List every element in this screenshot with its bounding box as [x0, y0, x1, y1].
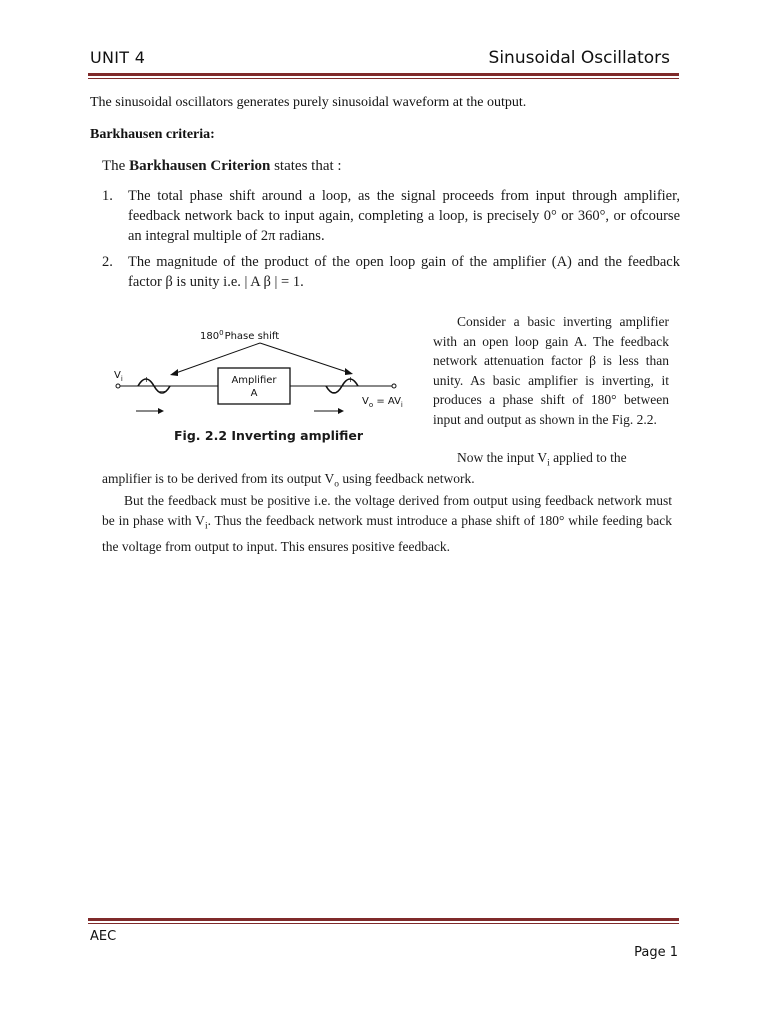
- header-unit: UNIT 4: [90, 48, 146, 67]
- intro-text: The sinusoidal oscillators generates purely sinusoidal waveform at the output.: [90, 95, 527, 110]
- vi-label: $V_i$: [114, 370, 123, 383]
- criterion-item-text: The magnitude of the product of the open loop gain of the amplifier (A) and the feedback factor β is unity i.e. | A β | = 1.: [128, 254, 680, 290]
- header-title: Sinusoidal Oscillators: [488, 48, 670, 68]
- criterion-title-prefix: The: [102, 158, 130, 174]
- amplifier-gain-label: A: [250, 388, 258, 399]
- minus-sign: −: [159, 387, 166, 396]
- feedback-paragraph: [102, 491, 672, 557]
- criterion-title-bold: Barkhausen Criterion: [129, 158, 271, 174]
- header-rule: [88, 73, 679, 76]
- vo-label: $V_o = AV_i$: [362, 396, 403, 409]
- minus-sign: −: [330, 388, 337, 397]
- continuation-line: [102, 471, 682, 490]
- arrowhead-flow-in: [158, 408, 164, 414]
- consider-text: Consider a basic inverting amplifier with an open loop gain A. The feedback network attenuation factor β is less than unity. As basic amplifier is inverting, it produces a phase shift of 180° between input and output as shown in the Fig. 2.2.: [433, 314, 669, 427]
- now-line: [457, 450, 669, 469]
- figure-caption: Fig. 2.2 Inverting amplifier: [174, 428, 364, 443]
- cont-line-a: amplifier is to be derived from its output V: [102, 471, 335, 486]
- footer-rule: [88, 918, 679, 921]
- section-heading: Barkhausen criteria:: [90, 127, 215, 142]
- now-line-b: applied to the: [549, 450, 627, 465]
- consider-paragraph: [433, 312, 669, 429]
- arrowhead-flow-out: [338, 408, 344, 414]
- output-terminal: [392, 384, 396, 388]
- page-number: Page 1: [634, 945, 678, 960]
- criterion-item-text: The total phase shift around a loop, as the signal proceeds from input through amplifier, feedback network back to input again, completing a loop, is precisely 0° or 360°, or ofcourse an integral multiple of 2π radians.: [128, 188, 680, 244]
- criterion-title: [102, 158, 342, 175]
- plus-sign: +: [143, 375, 150, 384]
- para3-sub: i: [204, 521, 208, 532]
- footer-label: AEC: [90, 929, 117, 944]
- now-line-a: Now the input V: [457, 450, 548, 465]
- footer-rule-thin: [88, 923, 679, 924]
- cont-line-sub: o: [334, 479, 339, 490]
- cont-line-b: using feedback network.: [338, 471, 475, 486]
- criterion-item-number: 2.: [102, 254, 113, 270]
- criterion-item-number: 1.: [102, 188, 113, 204]
- para3-b: . Thus the feedback network must introduce a phase shift of 180° while feeding back the voltage from output to input. This ensures positive feedback.: [102, 513, 672, 554]
- header-rule-thin: [88, 78, 679, 79]
- para3-a: But the feedback must be positive i.e. the voltage derived from output using feedback network must be in phase with V: [102, 493, 672, 528]
- plus-sign: +: [347, 375, 354, 384]
- arrowhead-input: [170, 369, 178, 376]
- arrowhead-output: [345, 368, 353, 375]
- inverting-amplifier-diagram: [100, 308, 410, 448]
- amplifier-label: Amplifier: [231, 375, 277, 386]
- now-line-sub: i: [547, 458, 550, 469]
- criterion-title-suffix: states that :: [270, 158, 342, 174]
- phase-shift-label: $180^0Phase$ shift: [200, 329, 280, 342]
- input-terminal: [116, 384, 120, 388]
